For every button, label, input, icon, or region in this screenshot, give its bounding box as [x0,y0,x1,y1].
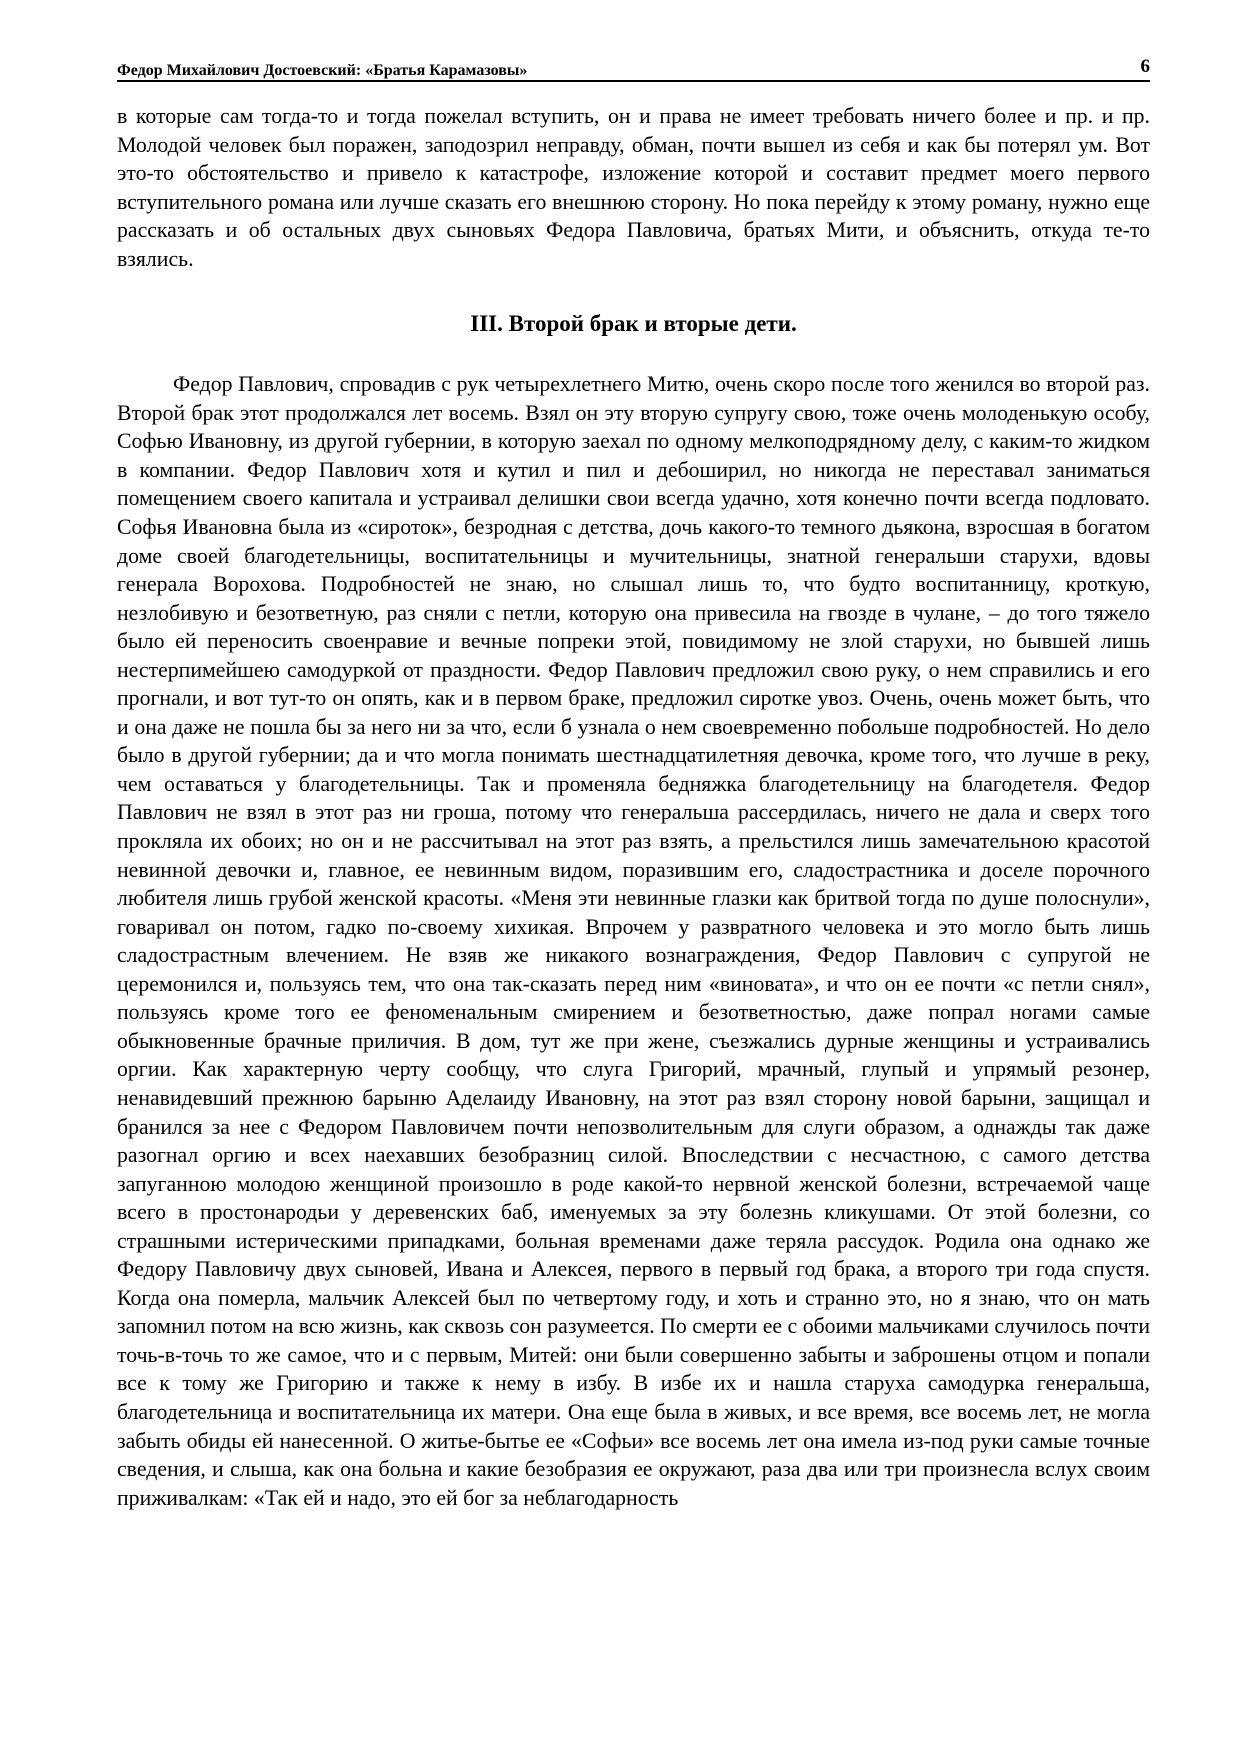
page-number: 6 [1140,56,1150,77]
running-header [117,50,1150,82]
document-page [117,50,1150,1512]
chapter-paragraph: Федор Павлович, спровадив с рук четырехлетнего Митю, очень скоро после того женился во второй раз. Второй брак этот продолжался лет восемь. Взял он эту вторую супругу свою, тоже очень молоденькую особу, Софью Ивановну, из другой губернии, в которую заехал по одному мелкоподрядному делу, с каким-то жидком в компании. Федор Павлович хотя и кутил и пил и дебоширил, но никогда не переставал заниматься помещением своего капитала и устраивал делишки свои всегда удачно, хотя конечно почти всегда подловато. Софья Ивановна была из «сироток», безродная с детства, дочь какого-то темного дьякона, взросшая в богатом доме своей благодетельницы, воспитательницы и мучительницы, знатной генеральши старухи, вдовы генерала Ворохова. Подробностей не знаю, но слышал лишь то, что будто воспитанницу, кроткую, незлобивую и безответную, раз сняли с петли, которую она привесила на гвозде в чулане, – до того тяжело было ей переносить своенравие и вечные попреки этой, повидимому не злой старухи, но бывшей лишь нестерпимейшею самодуркой от праздности. Федор Павлович предложил свою руку, о нем справились и его прогнали, и вот тут-то он опять, как и в первом браке, предложил сиротке увоз. Очень, очень может быть, что и она даже не пошла бы за него ни за что, если б узнала о нем своевременно побольше подробностей. Но дело было в другой губернии; да и что могла понимать шестнадцатилетняя девочка, кроме того, что лучше в реку, чем оставаться у благодетельницы. Так и променяла бедняжка благодетельницу на благодетеля. Федор Павлович не взял в этот раз ни гроша, потому что генеральша рассердилась, ничего не дала и сверх того прокляла их обоих; но он и не рассчитывал на этот раз взять, а прельстился лишь замечательною красотой невинной девочки и, главное, ее невинным видом, поразившим его, сладострастника и доселе порочного любителя лишь грубой женской красоты. «Меня эти невинные глазки как бритвой тогда по душе полоснули», говаривал он потом, гадко по-своему хихикая. Впрочем у развратного человека и это могло быть лишь сладострастным влечением. Не взяв же никакого вознаграждения, Федор Павлович с супругой не церемонился и, пользуясь тем, что она так-сказать перед ним «виновата», и что он ее почти «с петли снял», пользуясь кроме того ее феноменальным смирением и безответностью, даже попрал ногами самые обыкновенные брачные приличия. В дом, тут же при жене, съезжались дурные женщины и устраивались оргии. Как характерную черту сообщу, что слуга Григорий, мрачный, глупый и упрямый резонер, ненавидевший прежнюю барыню Аделаиду Ивановну, на этот раз взял сторону новой барыни, защищал и бранился за нее с Федором Павловичем почти непозволительным для слуги образом, а однажды так даже разогнал оргию и всех наехавших безобразниц силой. Впоследствии с несчастною, с самого детства запуганною молодою женщиной произошло в роде какой-то нервной женской болезни, встречаемой чаще всего в простонародьи у деревенских баб, именуемых за эту болезнь кликушами. От этой болезни, со страшными истерическими припадками, больная временами даже теряла рассудок. Родила она однако же Федору Павловичу двух сыновей, Ивана и Алексея, первого в первый год брака, а второго три года спустя. Когда она померла, мальчик Алексей был по четвертому году, и хоть и странно это, но я знаю, что он мать запомнил потом на всю жизнь, как сквозь сон разумеется. По смерти ее с обоими мальчиками случилось почти точь-в-точь то же самое, что и с первым, Митей: они были совершенно забыты и заброшены отцом и попали все к тому же Григорию и также к нему в избу. В избе их и нашла старуха самодурка генеральша, благодетельница и воспитательница их матери. Она еще была в живых, и все время, все восемь лет, не могла забыть обиды ей нанесенной. О житье-бытье ее «Софьи» все восемь лет она имела из-под руки самые точные сведения, и слыша, как она больна и какие безобразия ее окружают, раза два или три произнесла вслух своим приживалкам: «Так ей и надо, это ей бог за неблагодарность [117,372,1150,1510]
header-title: Федор Михайлович Достоевский: «Братья Карамазовы» [117,62,528,79]
intro-paragraph: в которые сам тогда-то и тогда пожелал вступить, он и права не имеет требовать ничего более и пр. и пр. Молодой человек был поражен, заподозрил неправду, обман, почти вышел из себя и как бы потерял ум. Вот это-то обстоятельство и привело к катастрофе, изложение которой и составит предмет моего первого вступительного романа или лучше сказать его внешнюю сторону. Но пока перейду к этому роману, нужно еще рассказать и об остальных двух сыновьях Федора Павловича, братьях Мити, и объяснить, откуда те-то взялись. [117,104,1150,271]
chapter-title: III. Второй брак и вторые дети. [470,311,797,337]
